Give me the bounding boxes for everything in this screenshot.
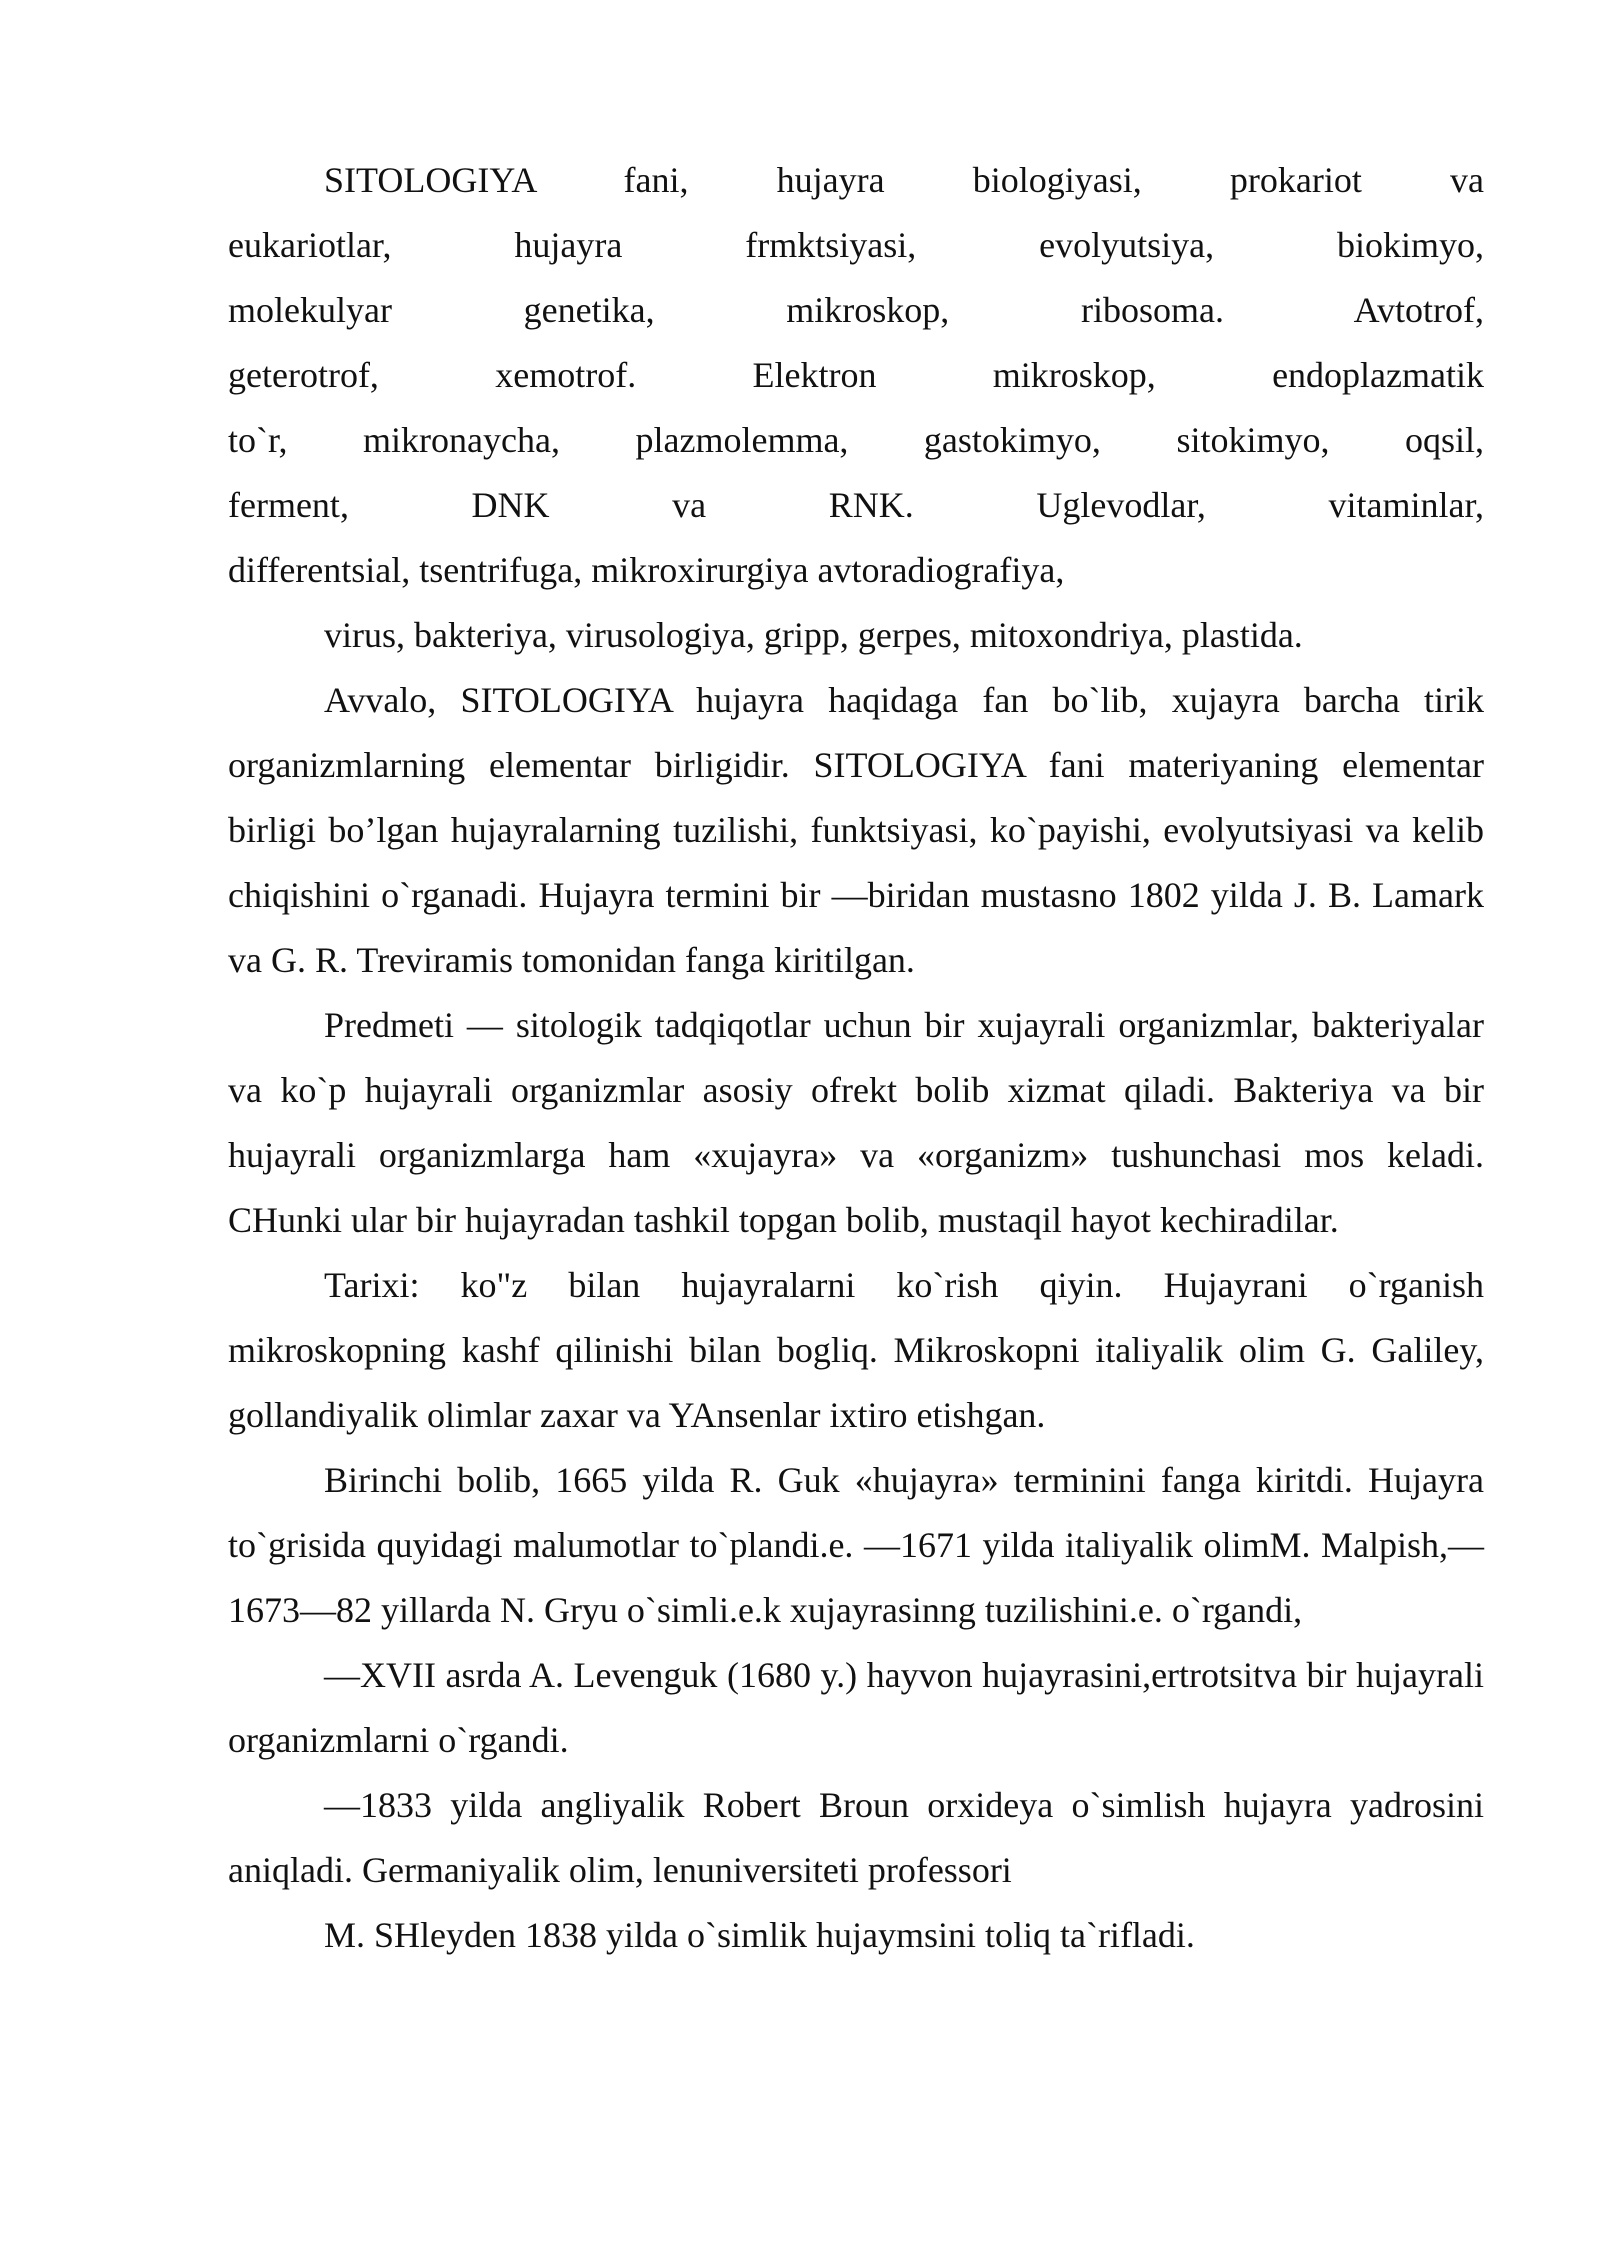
paragraph-guk: Birinchi bolib, 1665 yilda R. Guk «hujayra» terminini fanga kiritdi. Hujayra to`grisida quyidagi malumotlar to`plandi.e. —1671 yilda italiyalik olimM. Malpish,—1673—82 yillarda N. Gryu o`simli.e.k xujayrasinng tuzilishini.e. o`rgandi, (228, 1460, 1484, 1630)
keywords-line: geterotrof, xemotrof. Elektron mikroskop, endoplazmatik (228, 355, 1484, 395)
keywords-line: molekulyar genetika, mikroskop, ribosoma. Avtotrof, (228, 290, 1484, 330)
keywords-line: to`r, mikronaycha, plazmolemma, gastokimyo, sitokimyo, oqsil, (228, 420, 1484, 460)
keywords-continuation: virus, bakteriya, virusologiya, gripp, gerpes, mitoxondriya, plastida. (324, 615, 1303, 655)
paragraph-shleyden: M. SHleyden 1838 yilda o`simlik hujaymsini toliq ta`rifladi. (324, 1915, 1195, 1955)
paragraph-broun: —1833 yilda angliyalik Robert Broun orxideya o`simlish hujayra yadrosini aniqladi. Germaniyalik olim, lenuniversiteti professori (228, 1785, 1484, 1890)
keywords-line: SITOLOGIYA fani, hujayra biologiyasi, prokariot va (324, 160, 1484, 200)
keywords-block (228, 148, 1484, 603)
paragraph-subject: Predmeti — sitologik tadqiqotlar uchun bir xujayrali organizmlar, bakteriyalar va ko`p hujayrali organizmlar asosiy ofrekt bolib xizmat qiladi. Bakteriya va bir hujayrali organizmlarga ham «xujayra» va «organizm» tushunchasi mos keladi. CHunki ular bir hujayradan tashkil topgan bolib, mustaqil hayot kechiradilar. (228, 1005, 1484, 1240)
document-page (228, 148, 1484, 1968)
keywords-line: ferment, DNK va RNK. Uglevodlar, vitaminlar, (228, 485, 1484, 525)
keywords-line: eukariotlar, hujayra frmktsiyasi, evolyutsiya, biokimyo, (228, 225, 1484, 265)
paragraph-levenguk: —XVII asrda A. Levenguk (1680 y.) hayvon hujayrasini,ertrotsitva bir hujayrali organizmlarni o`rgandi. (228, 1655, 1484, 1760)
paragraph-intro: Avvalo, SITOLOGIYA hujayra haqidaga fan bo`lib, xujayra barcha tirik organizmlarning elementar birligidir. SITOLOGIYA fani materiyaning elementar birligi bo’lgan hujayralarning tuzilishi, funktsiyasi, ko`payishi, evolyutsiyasi va kelib chiqishini o`rganadi. Hujayra termini bir —biridan mustasno 1802 yilda J. B. Lamark va G. R. Treviramis tomonidan fanga kiritilgan. (228, 680, 1484, 980)
keywords-line: differentsial, tsentrifuga, mikroxirurgiya avtoradiografiya, (228, 550, 1065, 590)
paragraph-history: Tarixi: ko"z bilan hujayralarni ko`rish qiyin. Hujayrani o`rganish mikroskopning kashf qilinishi bilan bogliq. Mikroskopni italiyalik olim G. Galiley, gollandiyalik olimlar zaxar va YAnsenlar ixtiro etishgan. (228, 1265, 1484, 1435)
